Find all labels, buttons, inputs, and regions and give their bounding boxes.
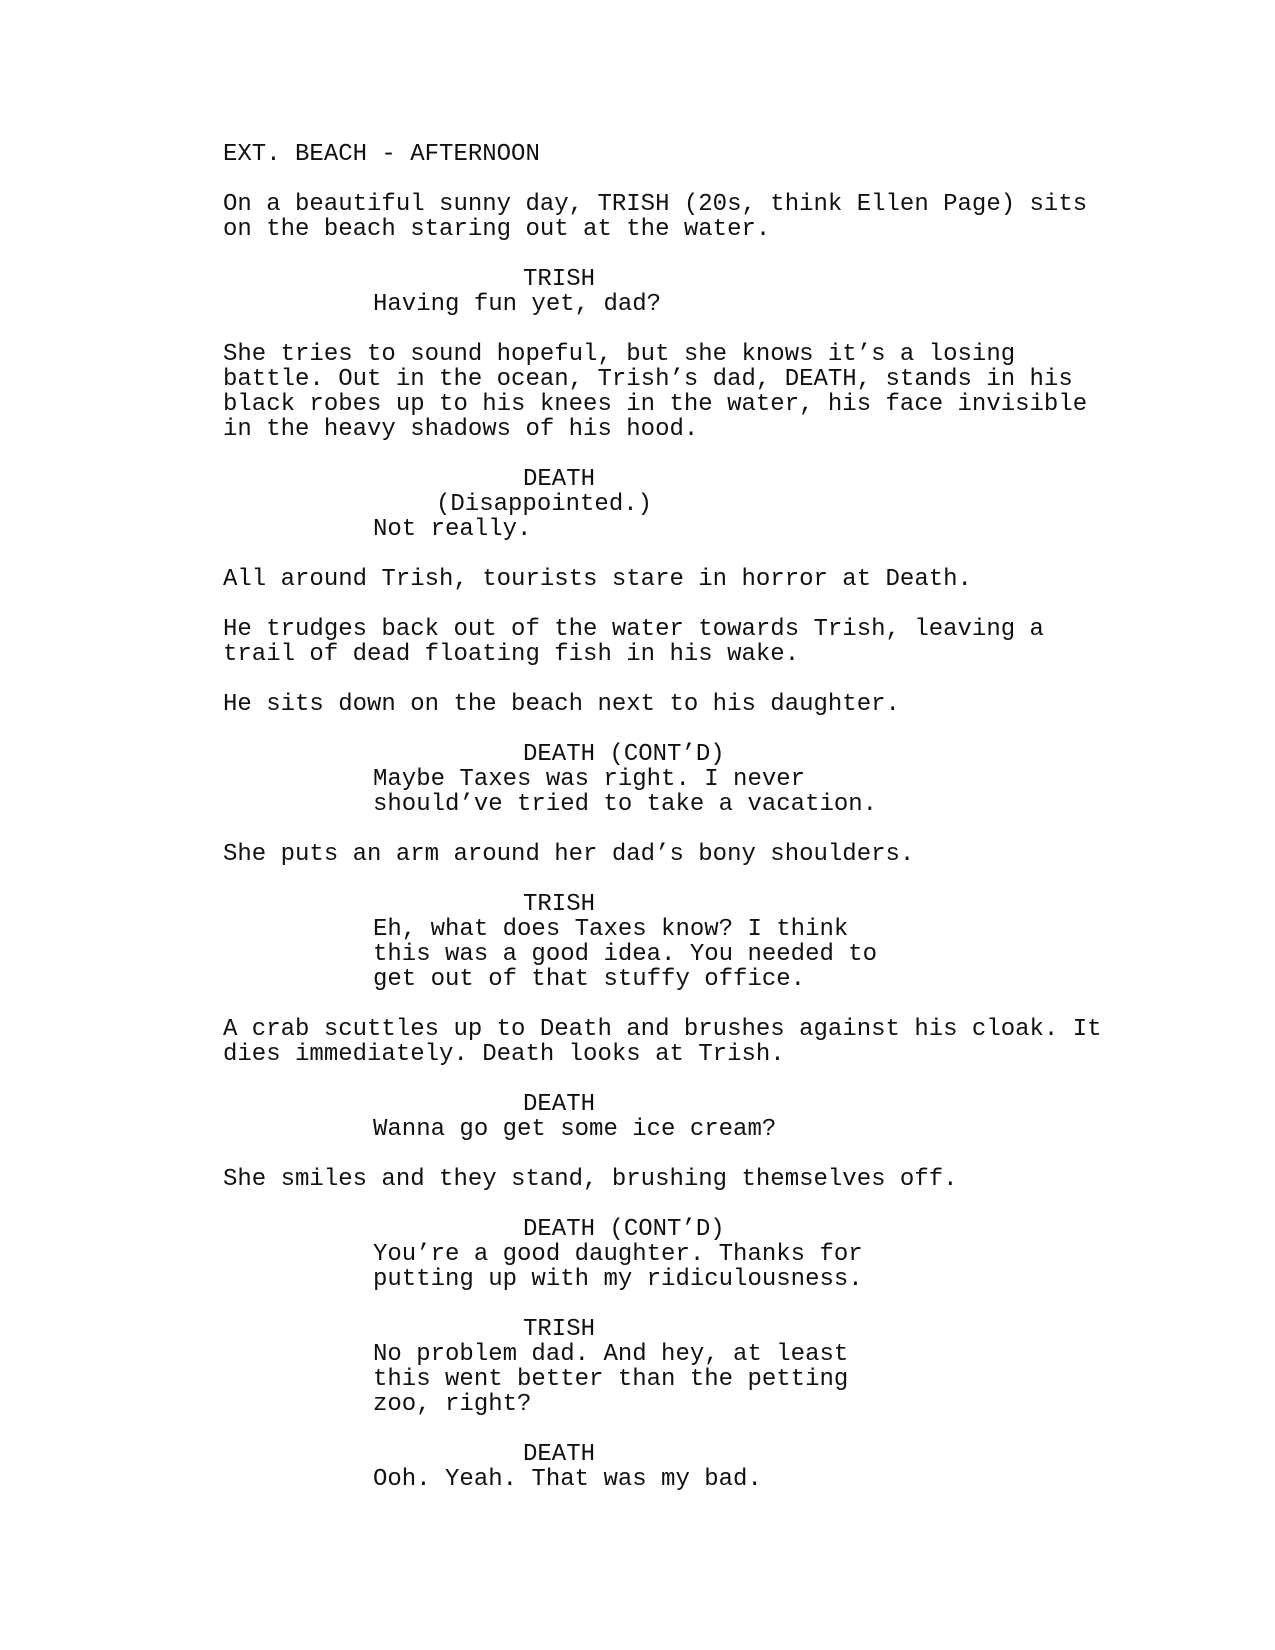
- dialogue-line: should’ve tried to take a vacation.: [373, 791, 878, 818]
- action-line: On a beautiful sunny day, TRISH (20s, think Ellen Page) sits: [223, 191, 1088, 218]
- character-cue: DEATH: [523, 1441, 596, 1468]
- action-line: He trudges back out of the water towards Trish, leaving a: [223, 616, 1044, 643]
- dialogue-line: Not really.: [373, 516, 532, 543]
- dialogue-line: get out of that stuffy office.: [373, 966, 806, 993]
- dialogue-line: Wanna go get some ice cream?: [373, 1116, 777, 1143]
- dialogue-line: You’re a good daughter. Thanks for: [373, 1241, 863, 1268]
- character-cue: TRISH: [523, 1316, 596, 1343]
- action-line: battle. Out in the ocean, Trish’s dad, DEATH, stands in his: [223, 366, 1073, 393]
- action-line: She puts an arm around her dad’s bony shoulders.: [223, 841, 915, 868]
- action-line: He sits down on the beach next to his daughter.: [223, 691, 900, 718]
- dialogue-line: zoo, right?: [373, 1391, 532, 1418]
- action-line: All around Trish, tourists stare in horror at Death.: [223, 566, 972, 593]
- dialogue-line: this went better than the petting: [373, 1366, 849, 1393]
- dialogue-line: Maybe Taxes was right. I never: [373, 766, 806, 793]
- character-cue: DEATH (CONT’D): [523, 1216, 725, 1243]
- character-cue: TRISH: [523, 891, 596, 918]
- dialogue-line: this was a good idea. You needed to: [373, 941, 878, 968]
- character-cue: DEATH: [523, 1091, 596, 1118]
- screenplay-body: [223, 142, 1123, 1492]
- dialogue-line: No problem dad. And hey, at least: [373, 1341, 849, 1368]
- action-line: She smiles and they stand, brushing themselves off.: [223, 1166, 958, 1193]
- character-cue: DEATH: [523, 466, 596, 493]
- character-cue: DEATH (CONT’D): [523, 741, 725, 768]
- dialogue-line: Ooh. Yeah. That was my bad.: [373, 1466, 762, 1493]
- dialogue-line: Eh, what does Taxes know? I think: [373, 916, 849, 943]
- dialogue-line: Having fun yet, dad?: [373, 291, 662, 318]
- action-line: black robes up to his knees in the water, his face invisible: [223, 391, 1088, 418]
- scene-heading: EXT. BEACH - AFTERNOON: [223, 141, 540, 168]
- action-line: A crab scuttles up to Death and brushes against his cloak. It: [223, 1016, 1102, 1043]
- action-line: on the beach staring out at the water.: [223, 216, 771, 243]
- parenthetical: (Disappointed.): [436, 491, 653, 518]
- action-line: trail of dead floating fish in his wake.: [223, 641, 800, 668]
- action-line: in the heavy shadows of his hood.: [223, 416, 699, 443]
- action-line: She tries to sound hopeful, but she knows it’s a losing: [223, 341, 1016, 368]
- character-cue: TRISH: [523, 266, 596, 293]
- dialogue-line: putting up with my ridiculousness.: [373, 1266, 863, 1293]
- action-line: dies immediately. Death looks at Trish.: [223, 1041, 785, 1068]
